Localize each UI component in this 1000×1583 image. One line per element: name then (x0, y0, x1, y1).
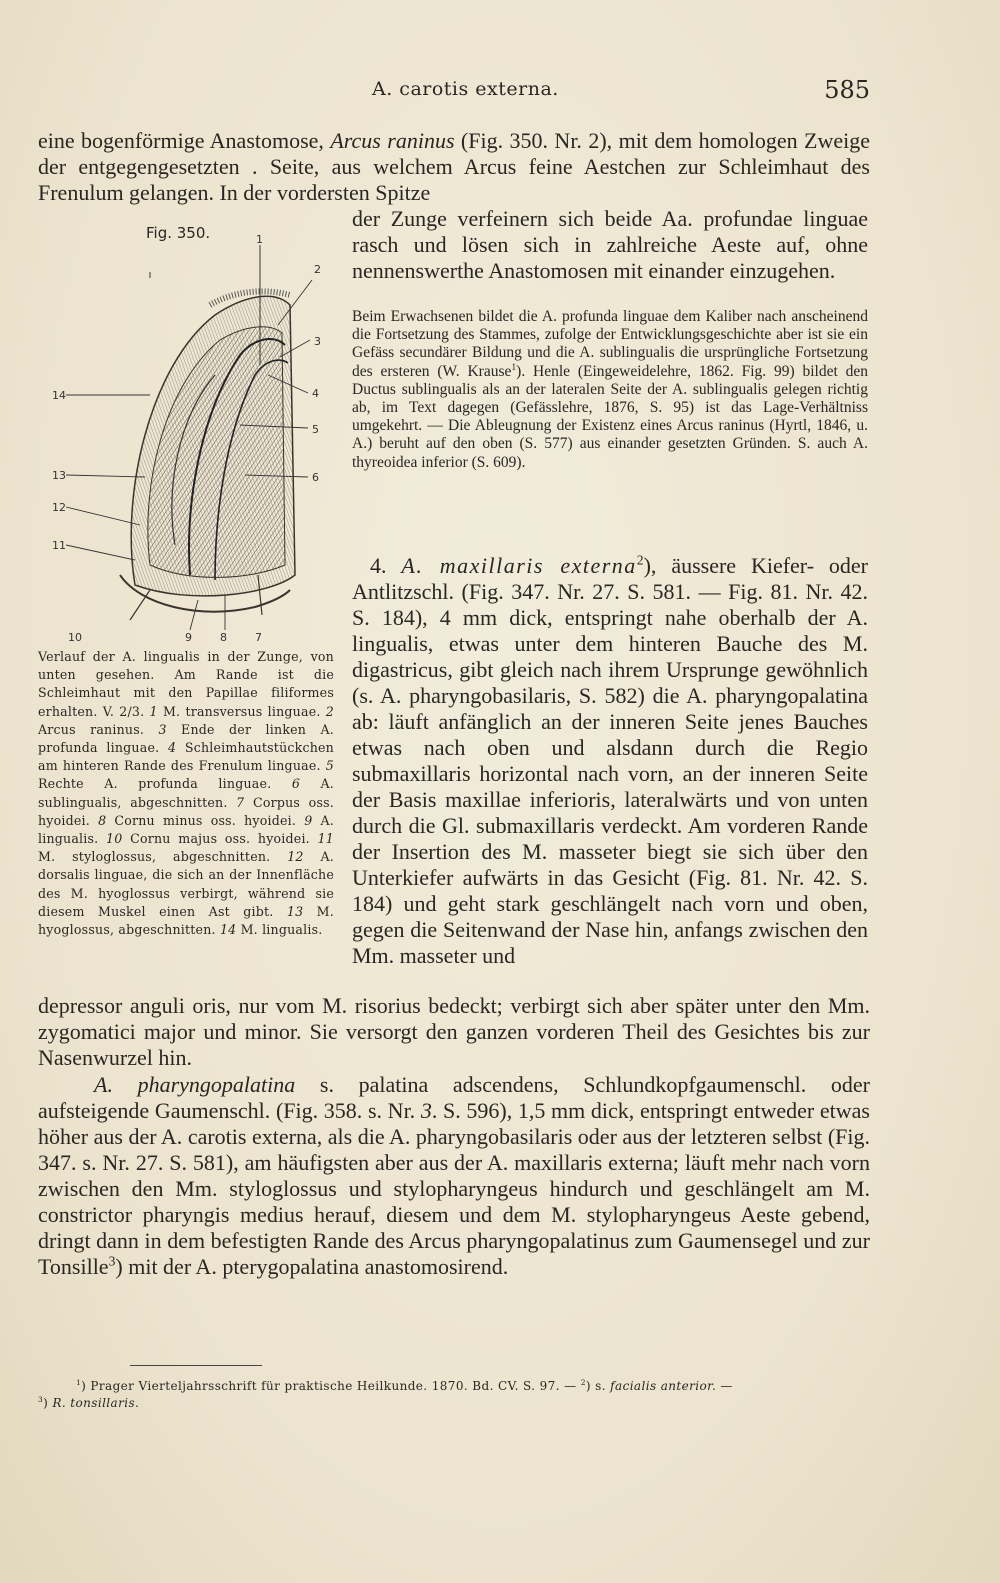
paragraph-arcus-raninus (38, 128, 870, 206)
figure-num-2: 2 (314, 263, 321, 276)
p2-text: der Zunge verfeinern sich beide Aa. profundae linguae rasch und lösen sich in zahlreiche Aeste auf, ohne nennenswerthe Anastomosen mit einander einzugehen. (352, 206, 868, 283)
figure-num-7: 7 (255, 631, 262, 644)
caption-num: 11 (317, 831, 334, 847)
term-maxillaris-externa: A. maxillaris externa (401, 553, 637, 578)
caption-num: 6 (291, 776, 301, 792)
figure-num-6: 6 (312, 471, 319, 484)
paragraph-maxillaris-externa (352, 553, 868, 969)
figure-caption (38, 648, 334, 939)
figure-num-11: 11 (52, 539, 66, 552)
tongue-drawing (120, 245, 295, 620)
caption-text: A. lingualis. (38, 812, 334, 847)
caption-num: 8 (98, 812, 107, 828)
caption-text: Rechte A. profunda linguae. (38, 776, 292, 792)
footnote-2-marker: 2 (580, 1378, 586, 1387)
footnote-ref-2: 2 (636, 552, 644, 568)
caption-text: Cornu majus oss. hyoidei. (122, 831, 318, 847)
footnote-3-term: R. tonsillaris. (52, 1396, 140, 1410)
caption-num: 4 (168, 740, 177, 756)
footnote-2-text: ) s. (585, 1379, 611, 1393)
footnote-ref-1: 1 (511, 361, 517, 373)
figure-num-4: 4 (312, 387, 319, 400)
p4-text-c: ) mit der A. pterygopalatina anastomosirend. (115, 1254, 509, 1279)
caption-text: Corpus oss. hyoidei. (38, 794, 334, 828)
figure-num-1: 1 (256, 233, 263, 246)
p3-cont-text: depressor anguli oris, nur vom M. risorius bedeckt; verbirgt sich aber später unter den Mm. zygomatici major und minor. Sie versorgt den ganzen vorderen Theil des Gesichtes bis zur Nasenwurzel hin. (38, 993, 870, 1070)
footnote-line-2 (38, 1395, 878, 1412)
figure-label: Fig. 350. (146, 224, 211, 242)
footnote-1-text: ) Prager Vierteljahrsschrift für praktische Heilkunde. 1870. Bd. CV. S. 97. — (81, 1379, 581, 1393)
footnote-2-term: facialis anterior. (610, 1379, 717, 1393)
caption-text: Ende der linken A. profunda linguae. (38, 721, 334, 756)
caption-text: M. transversus linguae. (157, 703, 326, 719)
caption-text: Cornu minus oss. hyoidei. (106, 812, 305, 828)
figure-num-8: 8 (220, 631, 227, 644)
footnote-line-1 (38, 1378, 878, 1395)
figure-num-5: 5 (312, 423, 319, 436)
caption-text: Arcus raninus. (38, 721, 159, 737)
small-text-b: ). Henle (Eingeweidelehre, 1862. Fig. 99) bildet den Ductus sublingualis als an der lateralen Seite der A. sublingualis gelegen richtig ab, im Text dagegen (Gefässlehre, 1876, S. 95) ist das Lage-Verhältniss umgekehrt. — Die Ableugnung der Existenz eines Arcus raninus (Hyrtl, 1846, u. A.) beruht auf den oben (S. 577) aus einander gesetzten Gründen. S. auch A. thyreoidea inferior (S. 609). (352, 362, 868, 471)
caption-num: 5 (325, 758, 334, 774)
caption-num: 14 (219, 922, 237, 938)
term-pharyngopalatina: A. pharyngopalatina (94, 1072, 296, 1097)
caption-text: M. lingualis. (236, 922, 323, 938)
figure-num-9: 9 (185, 631, 192, 644)
footnote-3-marker: 3 (38, 1395, 44, 1404)
section-number: 4. (370, 553, 402, 578)
figure-num-12: 12 (52, 501, 66, 514)
paragraph-profundae-linguae (352, 206, 868, 284)
figure-num-3: 3 (314, 335, 321, 348)
running-title: A. carotis externa. (372, 78, 559, 100)
paragraph-maxillaris-externa-cont (38, 993, 870, 1071)
footnote-1-marker: 1 (76, 1378, 82, 1387)
page-number: 585 (824, 76, 870, 104)
caption-text: A. sublingualis, abgeschnitten. (38, 776, 334, 810)
caption-text: M. hyoglossus, abgeschnitten. (38, 903, 334, 938)
p1-text-c: (Fig. 350. Nr. 2), mit dem homologen Zweige der entgegengesetzten . Seite, aus welchem Arcus feine Aestchen zur Schleimhaut des Frenulum gelangen. In der vordersten Spitze (38, 128, 870, 205)
caption-num: 12 (287, 849, 304, 865)
footnote-2-dash: — (716, 1379, 733, 1393)
page-header (0, 78, 1000, 108)
caption-num: 1 (149, 703, 158, 719)
p4-text-b: . S. 596), 1,5 mm dick, entspringt entweder etwas höher aus der A. carotis externa, als die A. pharyngobasilaris oder aus der letzteren selbst (Fig. 347. s. Nr. 27. S. 581), am häufigsten aber aus der A. maxillaris externa; läuft mehr nach vorn zwischen den Mm. styloglossus und stylopharyngeus hindurch und geschlängelt am M. constrictor pharyngis medius herauf, diesem und dem M. stylopharyngeus Aeste gebend, dringt dann in dem befestigten Rande des Arcus pharyngopalatinus zum Gaumensegel und zur Tonsille (38, 1098, 870, 1279)
caption-num: 7 (236, 794, 245, 810)
caption-text: A. dorsalis linguae, die sich an der Innenfläche des M. hyoglossus verbirgt, während sie diesem Muskel einen Ast gibt. (38, 849, 335, 919)
caption-text: M. styloglossus, abgeschnitten. (38, 849, 288, 865)
caption-num: 9 (304, 812, 313, 828)
paragraph-pharyngopalatina (38, 1072, 870, 1280)
footnote-ref-3: 3 (108, 1253, 116, 1269)
footnote-3-paren: ) (43, 1396, 53, 1410)
figure-num-10: 10 (68, 631, 82, 644)
p4-text-a: s. palatina adscendens, Schlundkopfgaumenschl. oder aufsteigende Gaumenschl. (Fig. 358. s. Nr. (38, 1072, 871, 1123)
small-text-a: Beim Erwachsenen bildet die A. profunda linguae dem Kaliber nach anscheinend die Fortsetzung des Stammes, zufolge der Entwicklungsgeschichte aber ist sie ein Gefäss secundärer Bildung und die A. sublingualis die ursprüngliche Fortsetzung des ersteren (W. Krause (352, 308, 868, 380)
figure-num-13: 13 (52, 469, 66, 482)
p1-text-a: eine bogenförmige Anastomose, (38, 128, 331, 153)
footnotes (38, 1378, 878, 1412)
p3-text: ), äussere Kiefer- oder Antlitzschl. (Fig. 347. Nr. 27. S. 581. — Fig. 81. Nr. 42. S. 184), 4 mm dick, entspringt nahe oberhalb der A. lingualis, etwas unter dem hinteren Bauche des M. digastricus, gibt gleich nach ihrem Ursprunge gewöhnlich (s. A. pharyngobasilaris, S. 582) die A. pharyngopalatina ab: läuft anfänglich an der inneren Seite jenes Bauches etwas nach oben und alsdann durch die Regio submaxillaris horizontal nach vorn, an der inneren Seite der Basis maxillae inferioris, lateralwärts und von unten durch die Gl. submaxillaris verdeckt. Am vorderen Rande der Insertion des M. masseter biegt sie sich über den Unterkiefer aufwärts in das Gesicht (Fig. 81. Nr. 42. S. 184) und geht stark geschlängelt nach vorn und oben, gegen die Seitenwand der Nase hin, anfangs zwischen den Mm. masseter und (352, 553, 868, 968)
footnote-divider (130, 1365, 262, 1366)
caption-num: 3 (158, 721, 167, 737)
p4-italic-number: 3 (420, 1098, 432, 1123)
caption-num: 10 (106, 831, 123, 847)
paragraph-small-print-note (352, 308, 868, 472)
caption-intro: Verlauf der A. lingualis in der Zunge, von unten gesehen. Am Rande ist die Schleimhaut mit den Papillae filiformes erhalten. V. 2/3. (38, 649, 334, 719)
caption-num: 2 (325, 703, 334, 719)
p1-term-arcus-raninus: Arcus raninus (330, 128, 455, 153)
caption-num: 13 (286, 903, 304, 919)
figure-num-14: 14 (52, 389, 66, 402)
caption-text: Schleimhautstückchen am hinteren Rande des Frenulum linguae. (38, 740, 334, 774)
